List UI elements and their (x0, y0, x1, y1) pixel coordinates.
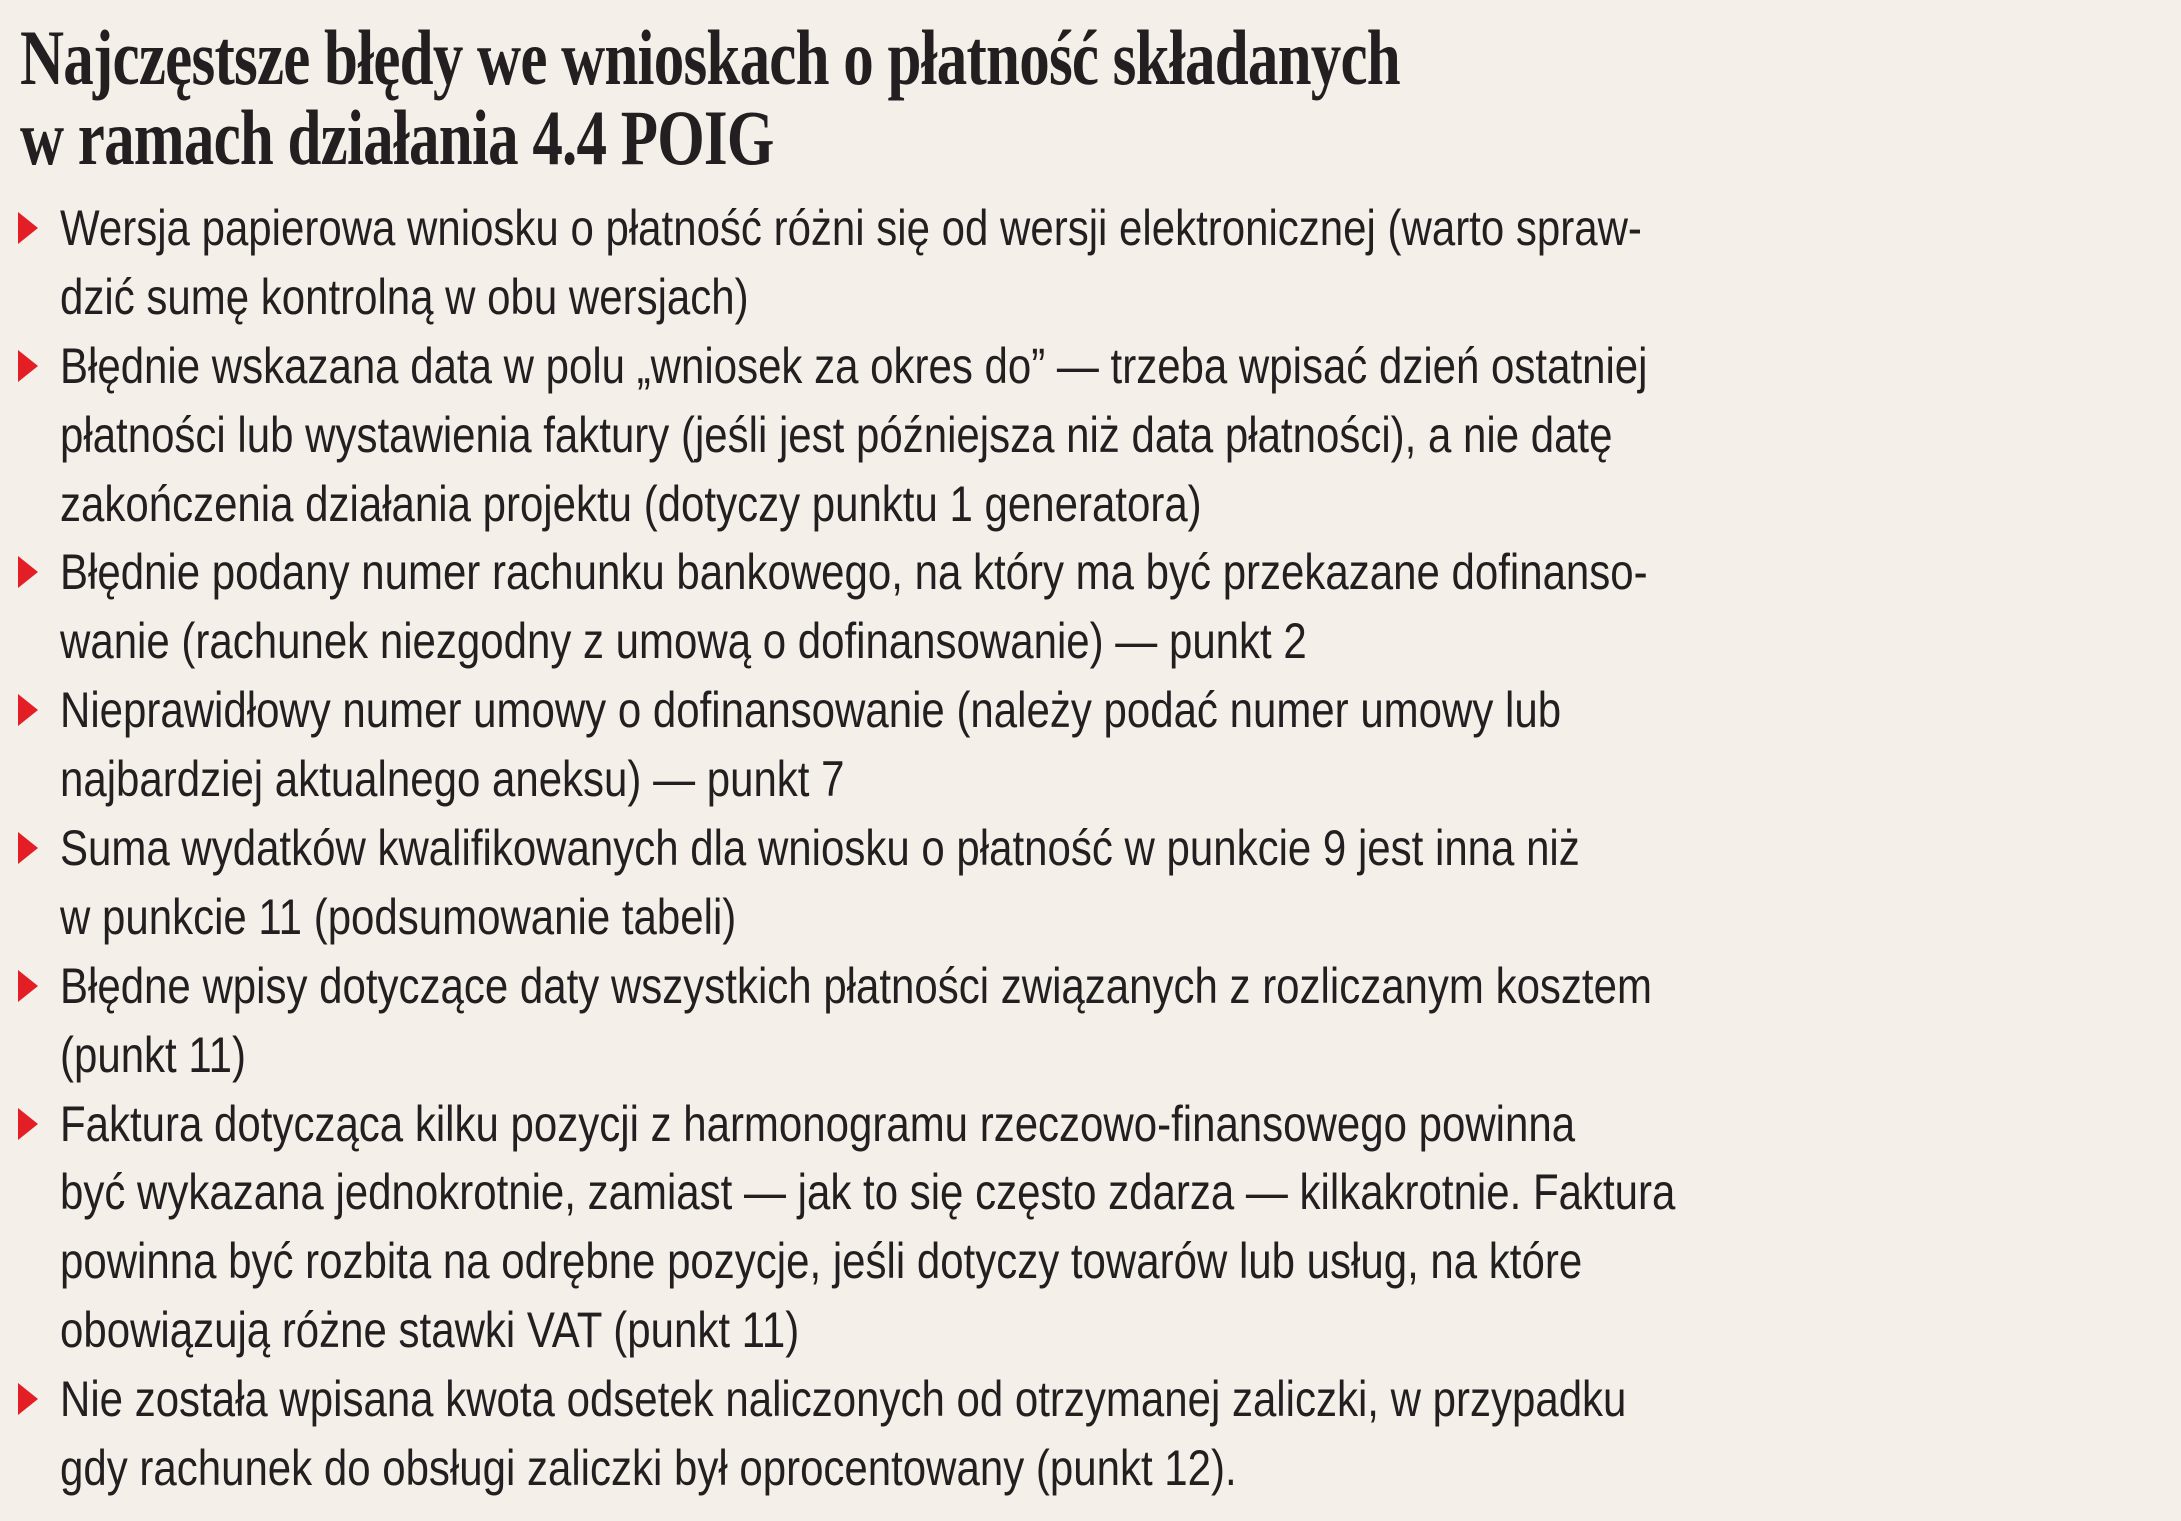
list-item-line (0, 1227, 2181, 1296)
bullet-triangle-icon (18, 1383, 38, 1415)
list-item-text: gdy rachunek do obsługi zaliczki był oprocentowany (punkt 12). (60, 1440, 1237, 1497)
list-item-text: Suma wydatków kwalifikowanych dla wniosku o płatność w punkcie 9 jest inna niż (60, 820, 1580, 877)
bullet-triangle-icon (18, 350, 38, 382)
bullet-triangle-icon (18, 1108, 38, 1140)
title-line-1: Najczęstsze błędy we wnioskach o płatność składanych (20, 14, 1400, 101)
bullet-triangle-icon (18, 832, 38, 864)
list-item-text: Nieprawidłowy numer umowy o dofinansowanie (należy podać numer umowy lub (60, 682, 1562, 739)
list-item-text: Błędne wpisy dotyczące daty wszystkich płatności związanych z rozliczanym kosztem (60, 957, 1652, 1014)
list-item-line (0, 1365, 2181, 1434)
list-item (0, 676, 2181, 814)
list-item-line (0, 676, 2181, 745)
list-item-text: wanie (rachunek niezgodny z umową o dofinansowanie) — punkt 2 (60, 613, 1307, 670)
list-item (0, 1365, 2181, 1503)
list-item-text: zakończenia działania projektu (dotyczy punktu 1 generatora) (60, 475, 1202, 532)
page-title (20, 14, 1400, 181)
bullet-triangle-icon (18, 212, 38, 244)
list-item-text: najbardziej aktualnego aneksu) — punkt 7 (60, 751, 845, 808)
list-item-line (0, 607, 2181, 676)
list-item-line (0, 1090, 2181, 1159)
list-item (0, 538, 2181, 676)
list-item-text: powinna być rozbita na odrębne pozycje, jeśli dotyczy towarów lub usług, na które (60, 1233, 1583, 1290)
list-item-text: być wykazana jednokrotnie, zamiast — jak to się często zdarza — kilkakrotnie. Faktura (60, 1164, 1676, 1221)
list-item-line (0, 814, 2181, 883)
list-item (0, 952, 2181, 1090)
list-item (0, 814, 2181, 952)
list-item-text: Faktura dotycząca kilku pozycji z harmonogramu rzeczowo-finansowego powinna (60, 1095, 1576, 1152)
bullet-triangle-icon (18, 694, 38, 726)
title-line-2: w ramach działania 4.4 POIG (20, 94, 774, 181)
list-item-text: Błędnie podany numer rachunku bankowego, na który ma być przekazane dofinanso- (60, 544, 1648, 601)
list-item (0, 1090, 2181, 1366)
list-item-line (0, 1158, 2181, 1227)
list-item-line (0, 1021, 2181, 1090)
list-item-line (0, 952, 2181, 1021)
list-item-line (0, 883, 2181, 952)
list-item-line (0, 332, 2181, 401)
error-list (0, 194, 2181, 1503)
list-item (0, 194, 2181, 332)
bullet-triangle-icon (18, 556, 38, 588)
list-item-text: w punkcie 11 (podsumowanie tabeli) (60, 888, 737, 945)
list-item-text: Błędnie wskazana data w polu „wniosek za okres do” — trzeba wpisać dzień ostatniej (60, 337, 1648, 394)
list-item-line (0, 1434, 2181, 1503)
list-item-text: płatności lub wystawienia faktury (jeśli jest późniejsza niż data płatności), a nie datę (60, 406, 1613, 463)
list-item-text: Nie została wpisana kwota odsetek naliczonych od otrzymanej zaliczki, w przypadku (60, 1371, 1627, 1428)
bullet-triangle-icon (18, 970, 38, 1002)
list-item-text: Wersja papierowa wniosku o płatność różni się od wersji elektronicznej (warto spraw- (60, 200, 1642, 256)
list-item (0, 332, 2181, 539)
list-item-line (0, 1296, 2181, 1365)
list-item-line (0, 470, 2181, 539)
list-item-text: obowiązują różne stawki VAT (punkt 11) (60, 1302, 800, 1359)
list-item-line (0, 538, 2181, 607)
list-item-text: (punkt 11) (60, 1026, 246, 1083)
list-item-line (0, 401, 2181, 470)
list-item-line (0, 745, 2181, 814)
list-item-text: dzić sumę kontrolną w obu wersjach) (60, 268, 749, 325)
list-item-line (0, 263, 2181, 332)
list-item-line (0, 194, 2181, 263)
